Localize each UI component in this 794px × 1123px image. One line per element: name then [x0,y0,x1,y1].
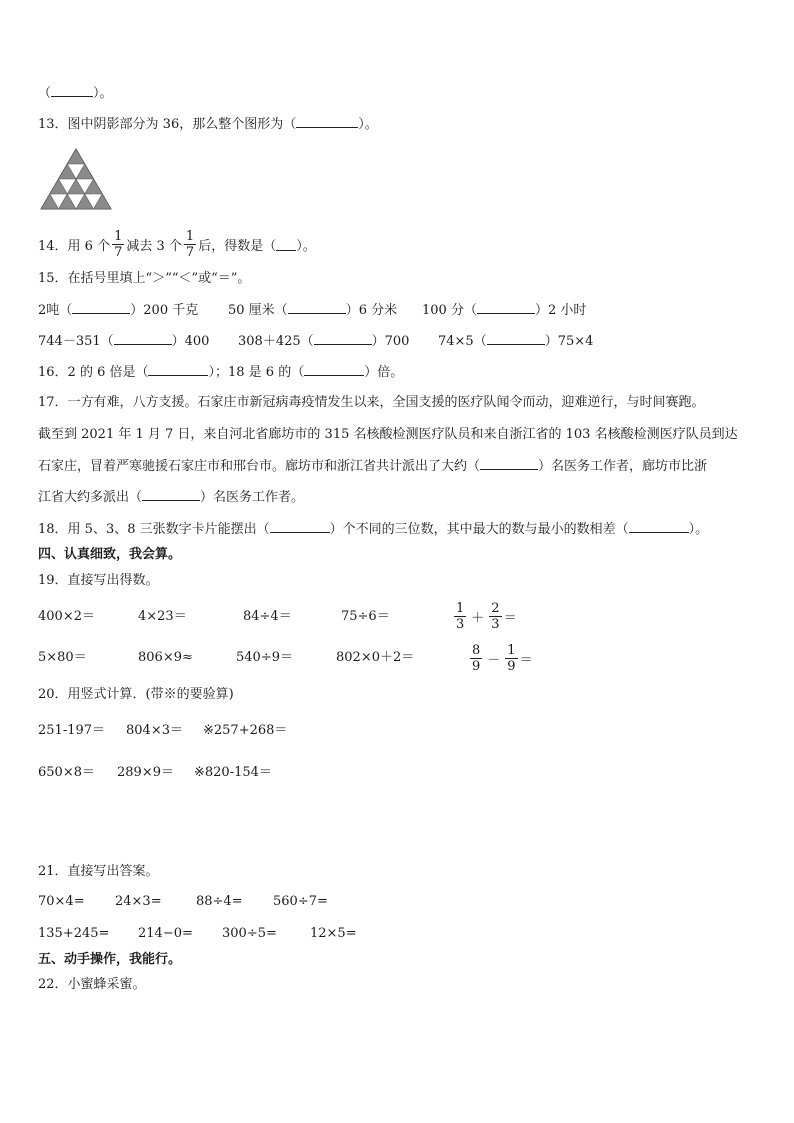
q19-expression: 75÷6＝ [341,609,390,624]
q21-expression: 300÷5= [222,926,277,941]
q17-line-3: 石家庄，冒着严寒驰援石家庄市和邢台市。廊坊市和浙江省共计派出了大约（ ）名医务工作者，廊坊市比浙 [38,459,708,474]
q17-line-4: 江省大约多派出（ ）名医务工作者。 [38,490,305,505]
q21-expression: 214−0= [138,926,193,941]
q15-answer-blank[interactable] [114,332,172,345]
q20-expression: 650×8＝ [38,765,95,780]
q13-suffix: ）。 [358,117,378,132]
q14-line [38,226,316,262]
section-4-heading: 四、认真细致，我会算。 [38,547,182,562]
q15-item: 2吨（ ）200 千克 [38,303,199,318]
q20-expression: 251-197＝ [38,723,106,738]
q19-expression: 806×9≈ [138,650,193,665]
q19-expression: 84÷4＝ [243,609,292,624]
q15-item: 50 厘米（ ）6 分米 [228,303,398,318]
q15-item: 100 分（ ）2 小时 [422,303,587,318]
q17-answer-blank[interactable] [142,488,200,501]
q12-answer-blank[interactable] [51,84,93,97]
q15-answer-blank[interactable] [72,301,130,314]
q21-title: 21．直接写出答案。 [38,864,159,879]
q15-item: 744－351（ ）400 [38,334,210,349]
q21-expression: 70×4= [38,894,85,909]
q13-answer-blank[interactable] [296,115,358,128]
q19-expression: 400×2＝ [38,609,95,624]
q22-title: 22．小蜜蜂采蜜。 [38,977,146,992]
q17-line-2: 截至到 2021 年 1 月 7 日，来自河北省廊坊市的 315 名核酸检测医疗队员和来自浙江省的 103 名核酸检测医疗队员到达 [38,427,738,442]
q20-expression: 289×9＝ [117,765,174,780]
q15-answer-blank[interactable] [487,332,545,345]
q13-prefix: 13．图中阴影部分为 36，那么整个图形为（ [38,117,297,132]
q19-fraction-expression: $\frac{8}{9}$ － $\frac{1}{9}$ ＝ [472,642,533,674]
q19-expression: 540÷9＝ [236,650,293,665]
q21-expression: 135+245= [38,926,110,941]
q19-title: 19．直接写出得数。 [38,573,159,588]
q15-item: 74×5（ ）75×4 [438,334,594,349]
q17-line-1: 17．一方有难，八方支援。石家庄市新冠病毒疫情发生以来，全国支援的医疗队闻令而动，迎难逆行，与时间赛跑。 [38,395,705,410]
q17-answer-blank[interactable] [480,457,538,470]
q19-expression: 802×0＋2＝ [336,650,415,665]
q14-answer-blank[interactable] [276,238,296,251]
q21-expression: 560÷7= [273,894,328,909]
q14-part2: 减去 3 个 [126,238,182,254]
triangle-figure [40,148,112,210]
q19-fraction-expression: $\frac{1}{3}$ ＋ $\frac{2}{3}$ ＝ [456,600,517,632]
q20-expression: ※257+268＝ [203,723,288,738]
q20-expression: 804×3＝ [126,723,183,738]
q15-title: 15．在括号里填上“＞”“＜”或“＝”。 [38,271,251,286]
q14-part1: 14．用 6 个 [38,238,111,254]
q19-expression: 4×23＝ [138,609,187,624]
q15-answer-blank[interactable] [288,301,346,314]
q19-expression: 5×80＝ [38,650,87,665]
q16-answer-blank[interactable] [304,363,364,376]
q16-answer-blank[interactable] [148,363,208,376]
q21-expression: 24×3= [115,894,162,909]
section-5-heading: 五、动手操作，我能行。 [38,952,182,967]
q21-expression: 12×5= [310,926,357,941]
shaded-triangle [67,149,85,164]
q18-answer-blank[interactable] [629,520,689,533]
q12-open: （ [38,86,52,101]
q12-tail [38,84,113,103]
q16-line: 16．2 的 6 倍是（ ）；18 是 6 的（ ）倍。 [38,365,404,380]
q12-close: ）。 [93,86,113,101]
q20-title: 20．用竖式计算．(带※的要验算) [38,687,234,702]
q18-line: 18．用 5、3、8 三张数字卡片能摆出（ ）个不同的三位数，其中最大的数与最小的数相差（ ）。 [38,522,709,537]
q15-answer-blank[interactable] [477,301,535,314]
q13-line [38,115,378,134]
q15-item: 308＋425（ ）700 [238,334,410,349]
q14-fraction-1: $\frac{1}{7}$ [114,228,123,260]
q14-part3: 后，得数是（ [198,238,277,254]
q14-fraction-2: $\frac{1}{7}$ [185,228,195,260]
q20-expression: ※820-154＝ [194,765,272,780]
q14-part4: ）。 [296,238,316,254]
q21-expression: 88÷4= [196,894,243,909]
q18-answer-blank[interactable] [270,520,330,533]
q15-answer-blank[interactable] [314,332,372,345]
